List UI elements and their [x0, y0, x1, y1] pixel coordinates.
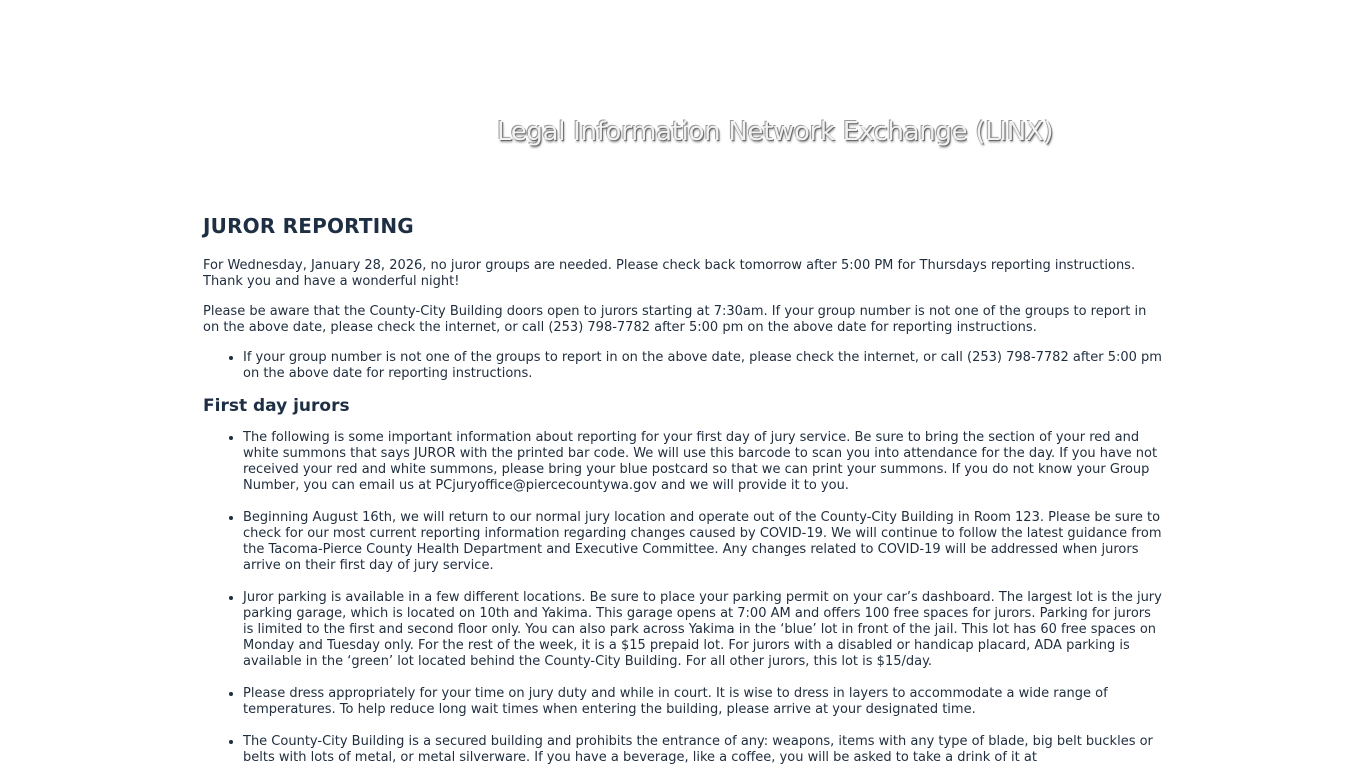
doors-open-notice: Please be aware that the County-City Building doors open to jurors starting at 7:30am. If your group number is not one of the groups to report in on the above date, please check the internet, or call (253) 798-7782 after 5:00 pm on the above date for reporting instructions. — [203, 304, 1147, 335]
site-title: Legal Information Network Exchange (LINX) — [497, 117, 1054, 147]
list-item: • Beginning August 16th, we will return to our normal jury location and operate out of the County-City Building in Room 123. Please be sure to check for our most current reporting information regarding changes caused by COVID-19. We will continue to follow the latest guidance from the Tacoma-Pierce County Health Department and Executive Committee. Any changes related to COVID-19 will be addressed when jurors arrive on their first day of jury service. — [243, 510, 1163, 574]
list-item: • The following is some important information about reporting for your first day of jury service. Be sure to bring the section of your red and white summons that says JUROR with the printed bar code. We will use this barcode to scan you into attendance for the day. If you have not received your red and white summons, please bring your blue postcard so that we can print your summons. If you do not know your Group Number, you can email us at PCjuryoffice@piercecountywa.gov and we will provide it to you. — [243, 430, 1163, 494]
group-number-list — [203, 350, 1163, 382]
list-item: • Please dress appropriately for your time on jury duty and while in court. It is wise to dress in layers to accommodate a wide range of temperatures. To help reduce long wait times when entering the building, please arrive at your designated time. — [243, 686, 1163, 718]
page-title: JUROR REPORTING — [203, 214, 414, 238]
list-item: • If your group number is not one of the groups to report in on the above date, please check the internet, or call (253) 798-7782 after 5:00 pm on the above date for reporting instructions. — [243, 350, 1163, 382]
list-item: • Juror parking is available in a few different locations. Be sure to place your parking permit on your car’s dashboard. The largest lot is the jury parking garage, which is located on 10th and Yakima. This garage opens at 7:00 AM and offers 100 free spaces for jurors. Parking for jurors is limited to the first and second floor only. You can also park across Yakima in the ‘blue’ lot in front of the jail. This lot has 60 free spaces on Monday and Tuesday only. For the rest of the week, it is a $15 prepaid lot. For jurors with a disabled or handicap placard, ADA parking is available in the ‘green’ lot located behind the County-City Building. For all other jurors, this lot is $15/day. — [243, 590, 1163, 670]
list-item: • The County-City Building is a secured building and prohibits the entrance of any: weapons, items with any type of blade, big belt buckles or belts with lots of metal, or metal silverware. If you have a beverage, like a coffee, you will be asked to take a drink of it at — [243, 734, 1163, 766]
no-groups-notice: For Wednesday, January 28, 2026, no juror groups are needed. Please check back tomorrow after 5:00 PM for Thursdays reporting instructions. Thank you and have a wonderful night! — [203, 258, 1136, 289]
site-banner — [0, 0, 1366, 200]
main-content — [203, 214, 1163, 768]
first-day-list — [203, 430, 1163, 766]
first-day-heading: First day jurors — [203, 396, 350, 416]
